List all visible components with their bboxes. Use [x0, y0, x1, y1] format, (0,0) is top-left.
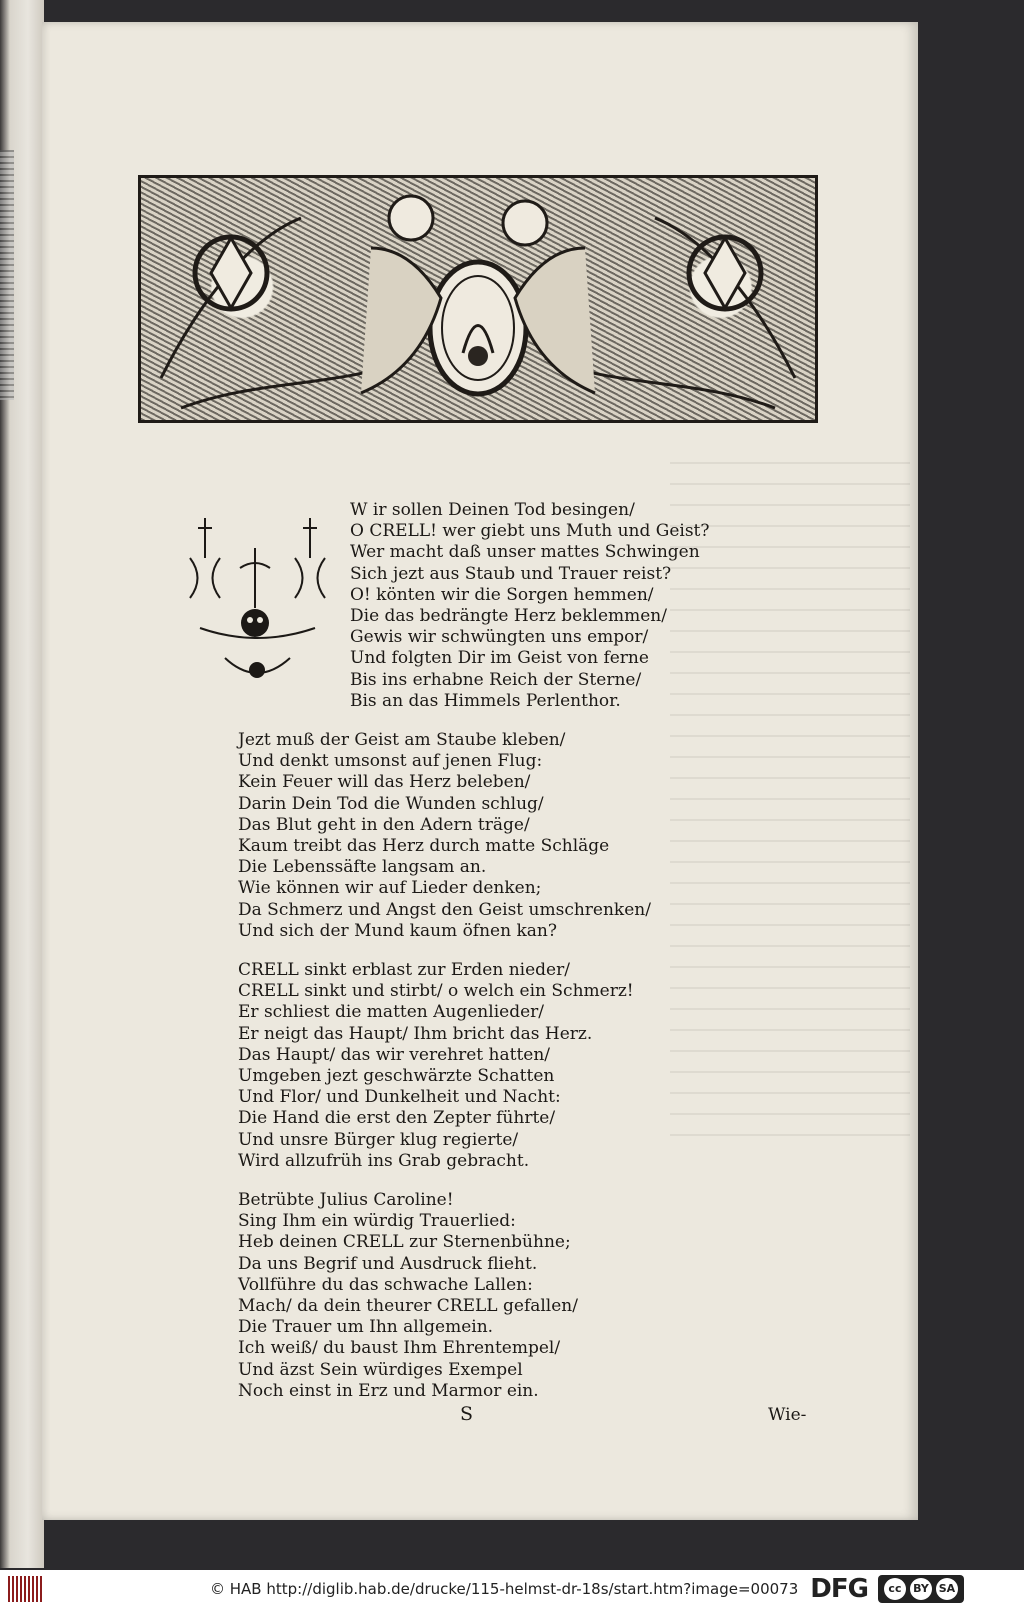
- poem-line: Die Hand die erst den Zepter führte/: [238, 1108, 556, 1129]
- poem-line: Sing Ihm ein würdig Trauerlied:: [238, 1211, 516, 1232]
- poem-line: Darin Dein Tod die Wunden schlug/: [238, 793, 544, 814]
- poem-line: Die Lebenssäfte langsam an.: [238, 857, 487, 878]
- poem-line: Umgeben jezt geschwärzte Schatten: [238, 1066, 555, 1087]
- poem-line: Die Trauer um Ihn allgemein.: [238, 1317, 494, 1338]
- poem-line: Und denkt umsonst auf jenen Flug:: [238, 751, 543, 772]
- poem-line: Und Flor/ und Dunkelheit und Nacht:: [238, 1087, 561, 1108]
- catchword: Wie-: [768, 1405, 807, 1425]
- poem-line: Bis an das Himmels Perlenthor.: [350, 690, 621, 711]
- poem-line: Sich jezt aus Staub und Trauer reist?: [350, 563, 672, 584]
- poem-line: O! könten wir die Sorgen hemmen/: [350, 584, 654, 605]
- by-icon: BY: [910, 1578, 932, 1600]
- poem-line: Und folgten Dir im Geist von ferne: [350, 648, 649, 669]
- poem-line: Bis ins erhabne Reich der Sterne/: [350, 669, 642, 690]
- poem-line: O CRELL! wer giebt uns Muth und Geist?: [350, 521, 710, 542]
- stanza-4: [238, 1190, 578, 1402]
- footer-bar: [0, 1570, 1024, 1608]
- poem-line: Das Blut geht in den Adern träge/: [238, 814, 530, 835]
- dfg-logo: DFG: [810, 1574, 868, 1604]
- poem-line: Heb deinen CRELL zur Sternenbühne;: [238, 1232, 571, 1253]
- poem-line: Da uns Begrif und Ausdruck flieht.: [238, 1253, 538, 1274]
- stanza-3: [238, 960, 634, 1172]
- book-binding-edge: [0, 0, 44, 1568]
- poem-line: Das Haupt/ das wir verehret hatten/: [238, 1044, 551, 1065]
- poem-line: Wer macht daß unser mattes Schwingen: [350, 542, 700, 563]
- woodcut-headpiece-ornament: [138, 175, 818, 423]
- poem-line: Wie können wir auf Lieder denken;: [238, 878, 542, 899]
- adjacent-page-edge: [0, 150, 14, 400]
- poem-line: Da Schmerz und Angst den Geist umschrenken/: [238, 899, 651, 920]
- poem-line: Vollführe du das schwache Lallen:: [238, 1274, 533, 1295]
- poem-line: Jezt muß der Geist am Staube kleben/: [238, 730, 566, 750]
- poem-line: Ich weiß/ du baust Ihm Ehrentempel/: [238, 1338, 561, 1359]
- stanza-2: [238, 730, 651, 942]
- poem-line: Mach/ da dein theurer CRELL gefallen/: [238, 1296, 578, 1317]
- poem-line: Betrübte Julius Caroline!: [238, 1190, 454, 1210]
- poem-line: Und äzst Sein würdiges Exempel: [238, 1359, 523, 1380]
- source-credit-link[interactable]: © HAB http://diglib.hab.de/drucke/115-helmst-dr-18s/start.htm?image=00073: [210, 1580, 799, 1598]
- cc-icon: cc: [884, 1578, 906, 1600]
- poem-line: Und sich der Mund kaum öfnen kan?: [238, 920, 557, 941]
- poem-line: Gewis wir schwüngten uns empor/: [350, 627, 649, 648]
- signature-mark: S: [460, 1403, 474, 1425]
- poem-line: Er schliest die matten Augenlieder/: [238, 1002, 544, 1023]
- cc-license-badge[interactable]: [878, 1575, 964, 1603]
- sa-icon: SA: [936, 1578, 958, 1600]
- poem-line: Wird allzufrüh ins Grab gebracht.: [238, 1150, 530, 1171]
- poem-line: Und unsre Bürger klug regierte/: [238, 1129, 519, 1150]
- poem-line: Kaum treibt das Herz durch matte Schläge: [238, 836, 610, 857]
- library-logo-icon: [8, 1576, 42, 1602]
- poem-line: Die das bedrängte Herz beklemmen/: [350, 606, 667, 627]
- stanza-1: [350, 500, 710, 712]
- decorated-initial-w: [180, 498, 335, 698]
- poem-line: CRELL sinkt und stirbt/ o welch ein Schmerz!: [238, 981, 634, 1002]
- poem-line: Kein Feuer will das Herz beleben/: [238, 772, 531, 793]
- poem-line: Er neigt das Haupt/ Ihm bricht das Herz.: [238, 1023, 593, 1044]
- poem-line: W ir sollen Deinen Tod besingen/: [350, 500, 635, 520]
- poem-line: Noch einst in Erz und Marmor ein.: [238, 1380, 539, 1401]
- poem-line: CRELL sinkt erblast zur Erden nieder/: [238, 960, 570, 980]
